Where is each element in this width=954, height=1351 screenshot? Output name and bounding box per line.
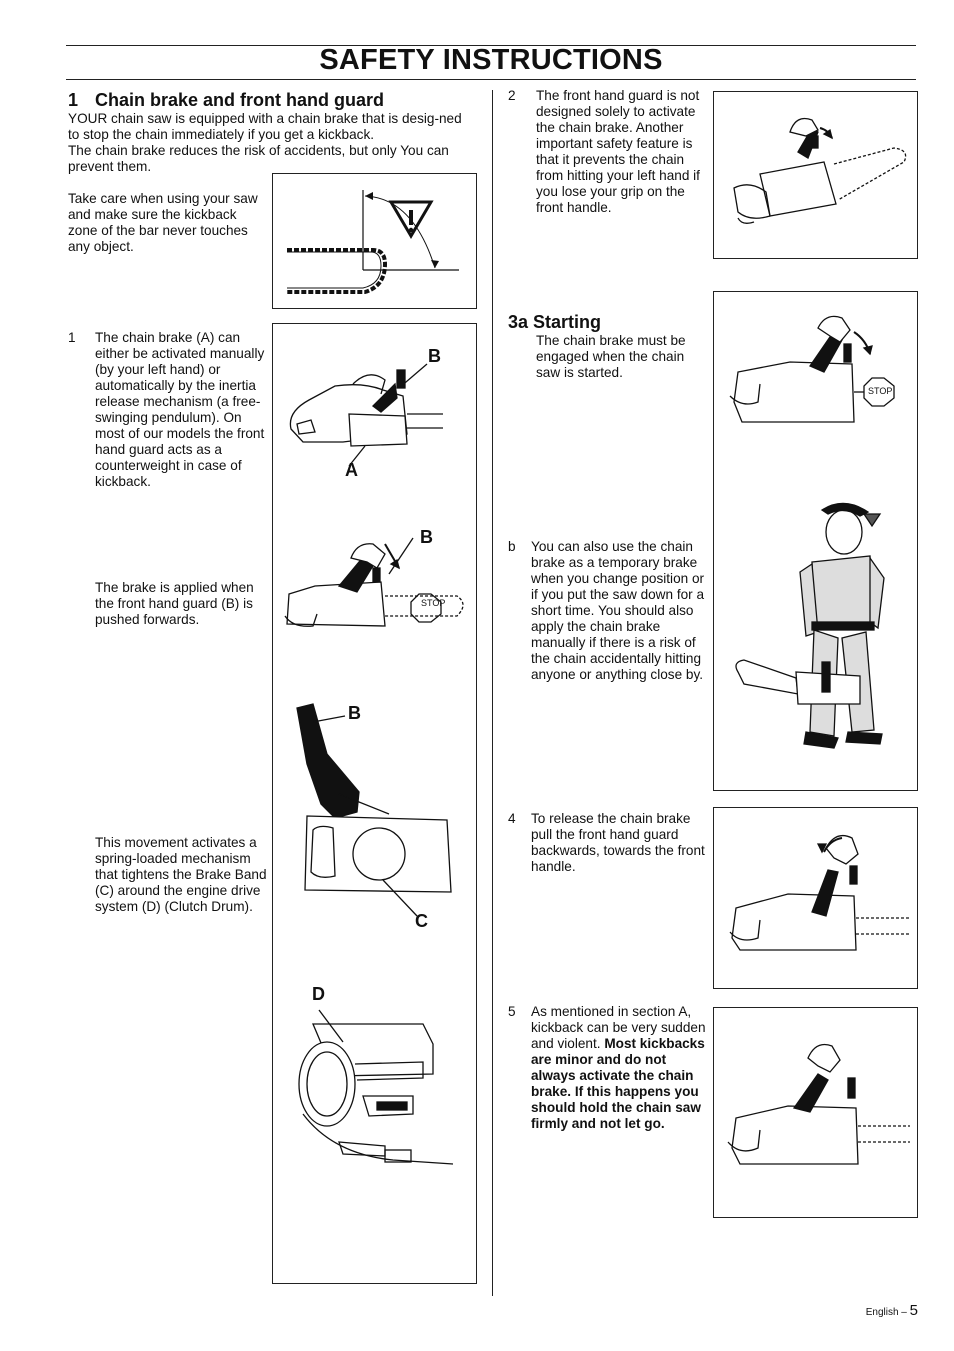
starting-text: The chain brake must be engaged when the chain saw is started. (536, 333, 686, 380)
label-a: A (345, 460, 358, 480)
kickback-zone-figure (272, 173, 477, 309)
page-footer (866, 1302, 918, 1319)
care-paragraph: Take care when using your saw and make sure the kickback zone of the bar never touches any object. (68, 191, 258, 254)
starting-and-carrying-figure (713, 291, 918, 791)
item-1-number: 1 (68, 330, 76, 345)
operator-carrying-saw-illustration (736, 503, 884, 748)
label-b-3: B (348, 703, 361, 723)
item-2-number: 2 (508, 88, 516, 103)
hand-pushing-guard-illustration (285, 538, 463, 626)
movement-text: This movement activates a spring-loaded mechanism that tightens the Brake Band (C) around the engine drive system (D) (Clutch Drum). (95, 835, 267, 914)
item-5-text (531, 1004, 706, 1132)
item-2-text: The front hand guard is not designed solely to activate the chain brake. Another important safety feature is that it prevents the chain from hitting your left hand if you lose your grip on the front handle. (536, 88, 700, 215)
kickback-hold-figure (713, 1007, 918, 1218)
intro-paragraph: YOUR chain saw is equipped with a chain brake that is desig-ned to stop the chain immediately if you get a kickback. (68, 111, 462, 142)
item-5-plain: As mentioned in section A, kickback can be very sudden and violent. (531, 1004, 706, 1051)
stop-sign-left: STOP (421, 598, 446, 608)
page-title: SAFETY INSTRUCTIONS (319, 44, 663, 76)
item-4-text: To release the chain brake pull the front hand guard backwards, towards the front handle. (531, 811, 705, 874)
label-b-1: B (428, 346, 441, 366)
label-b-2: B (420, 527, 433, 547)
page-number: 5 (909, 1302, 918, 1319)
chain-brake-diagram-panel (272, 323, 477, 1284)
section-heading-number: 1 (68, 90, 79, 110)
hand-guard-protects-figure (713, 91, 918, 259)
item-4-number: 4 (508, 811, 516, 826)
release-brake-figure (713, 807, 918, 989)
footer-language: English – (865, 1307, 907, 1318)
intro-paragraph-2: The chain brake reduces the risk of accidents, but only You can prevent them. (68, 143, 449, 174)
item-5-bold: Most kickbacks are minor and do not always activate the chain brake. If this happens you should hold the chain saw firmly and not let go. (531, 1036, 705, 1131)
label-d: D (312, 984, 325, 1004)
saw-guard-illustration (290, 364, 443, 466)
item-b-text: You can also use the chain brake as a temporary brake when you change position or if you put the saw down for a short time. You should also apply the chain brake manually if there is a risk of the chain accidentally hitting anyone or anything close by. (531, 539, 705, 682)
section-heading: Chain brake and front hand guard (95, 90, 385, 110)
item-5-number: 5 (508, 1004, 516, 1019)
starting-heading: 3a Starting (508, 312, 602, 332)
brake-applied-text: The brake is applied when the front hand guard (B) is pushed forwards. (95, 580, 254, 627)
item-1-text: The chain brake (A) can either be activated manually (by your left hand) or automatically by the inertia release mechanism (a free-swinging pendulum). On most of our models the front hand guard acts as a counterweight in case of kickback. (95, 330, 265, 489)
brake-lever-illustration (297, 704, 451, 916)
stop-sign-right: STOP (868, 386, 893, 396)
item-b-letter: b (508, 539, 516, 554)
label-c: C (415, 911, 428, 931)
title-underline (66, 79, 916, 80)
clutch-drum-illustration (299, 1010, 453, 1164)
column-divider (492, 90, 493, 1296)
